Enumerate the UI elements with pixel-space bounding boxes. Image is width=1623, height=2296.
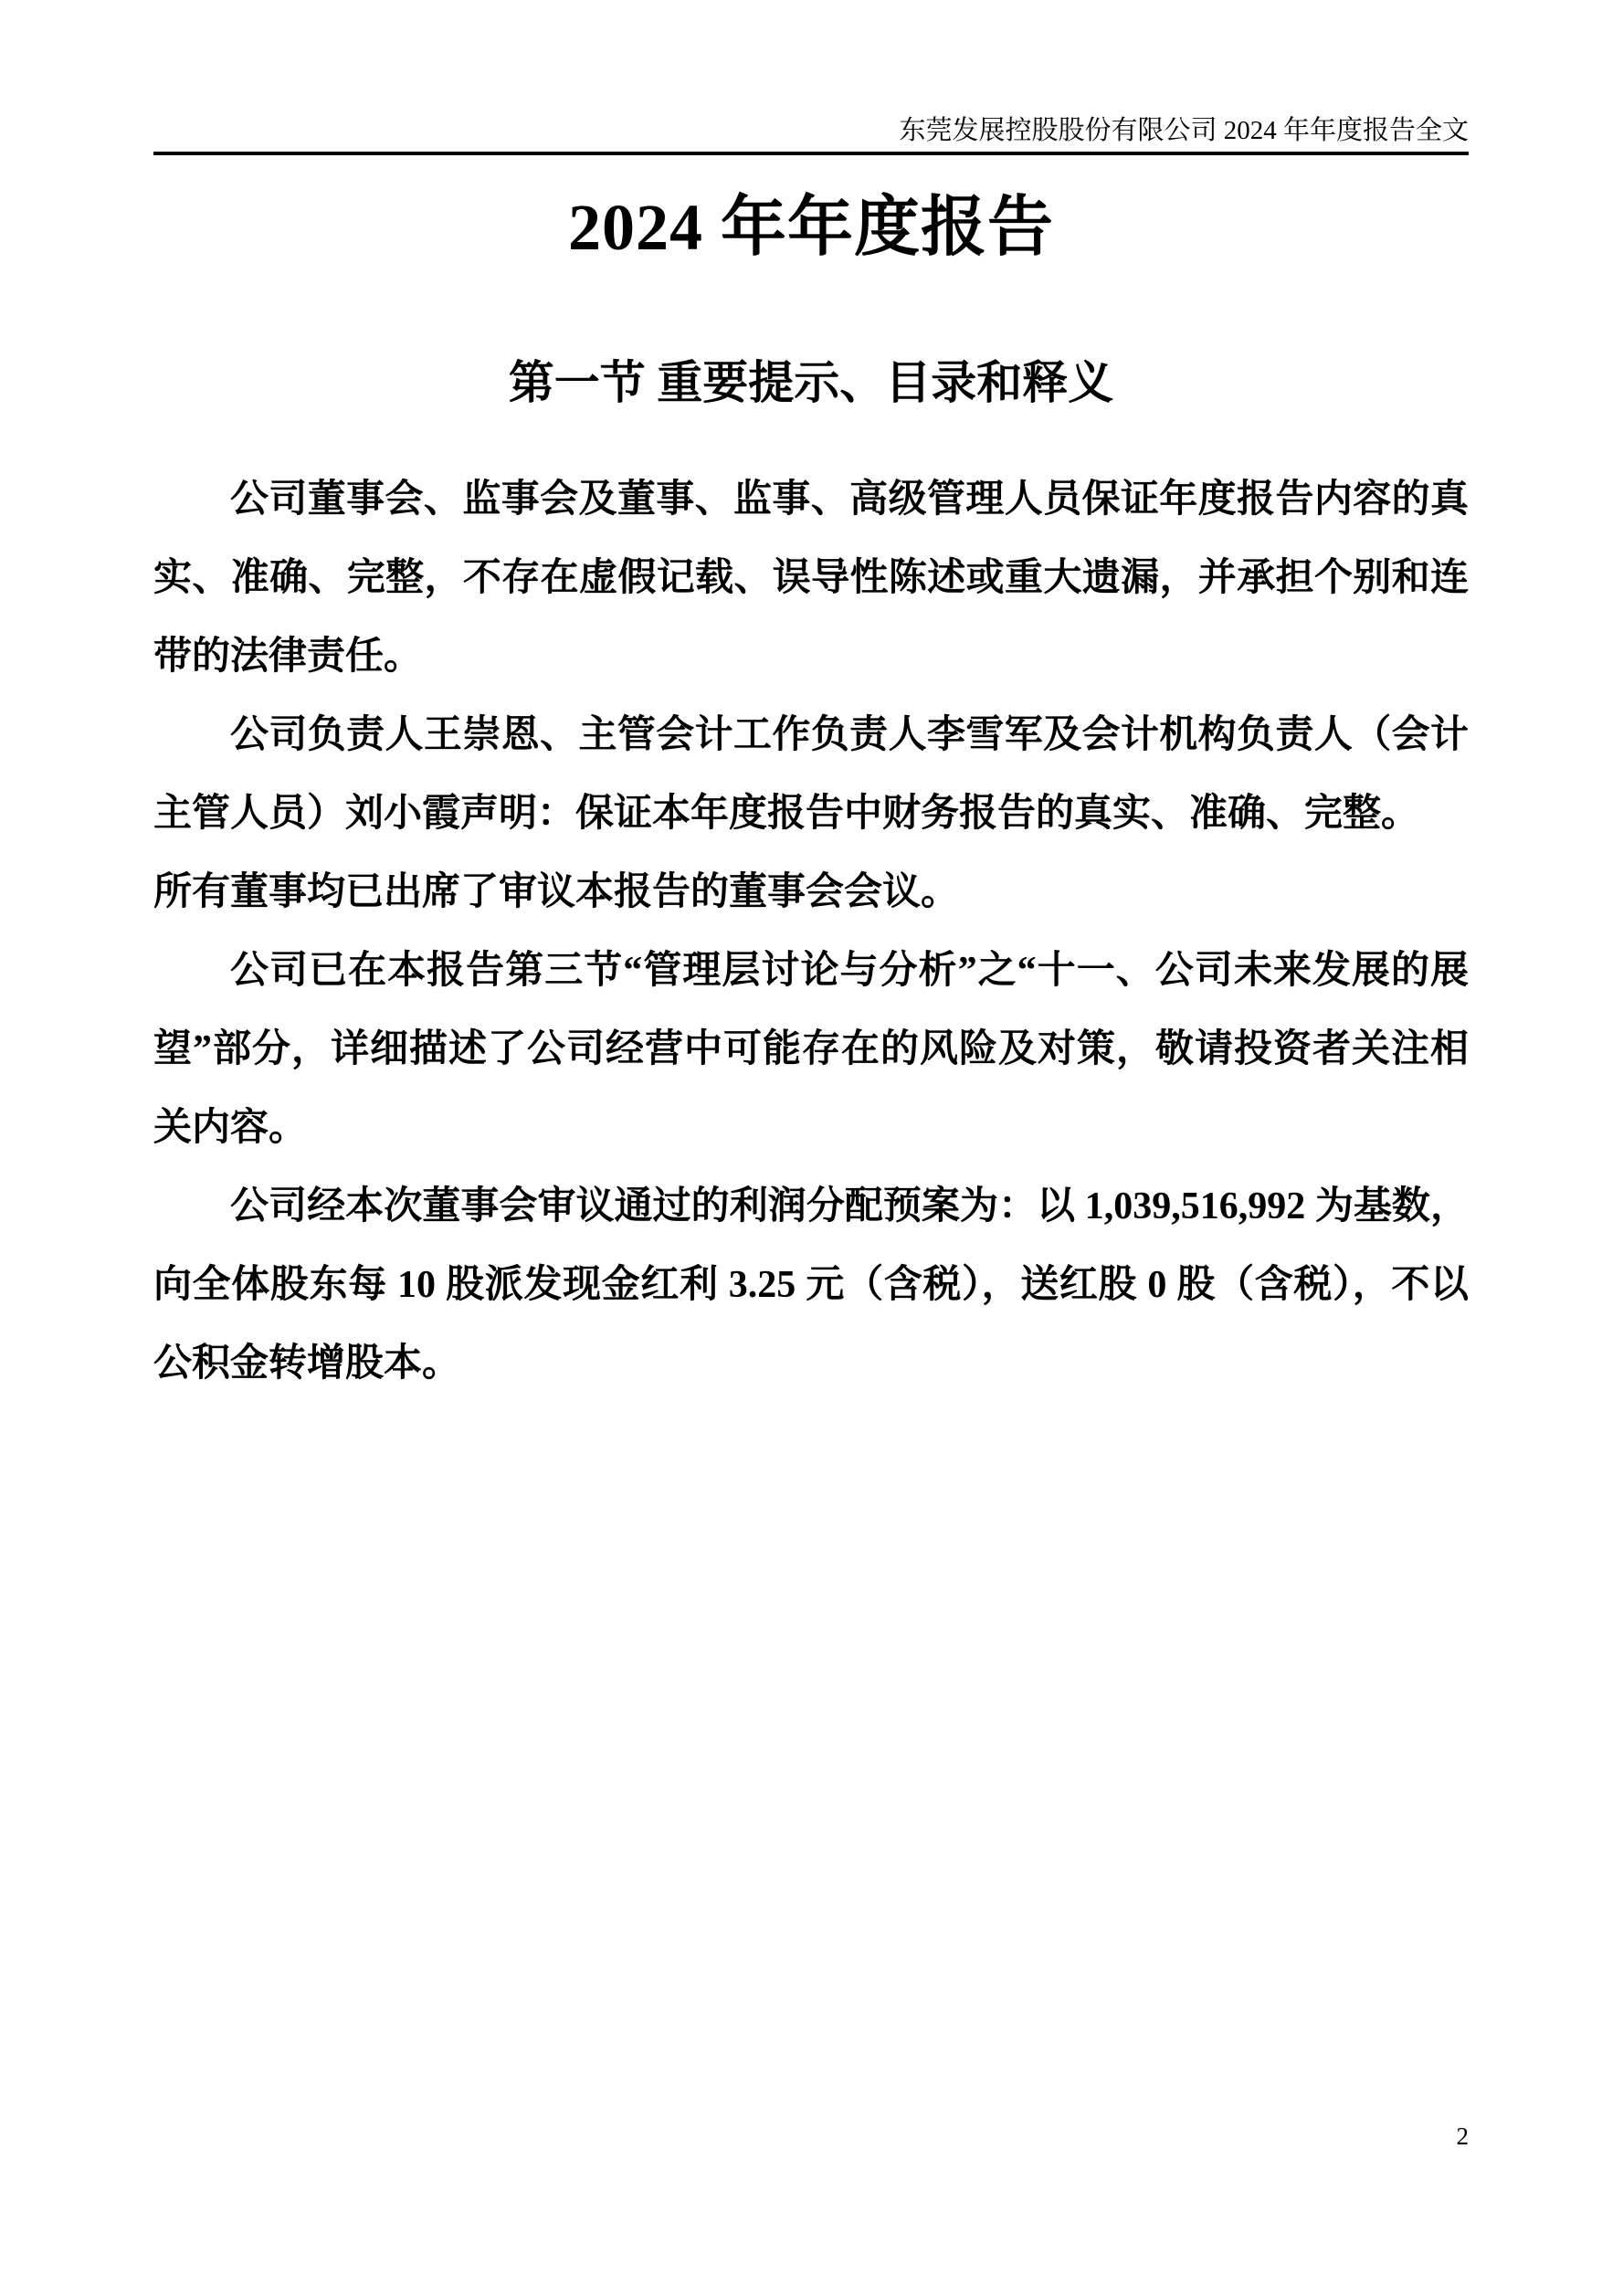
running-header-text: 东莞发展控股股份有限公司 2024 年年度报告全文 <box>899 116 1469 145</box>
body-paragraphs <box>153 460 1469 1403</box>
report-title: 2024 年年度报告 <box>567 191 1054 264</box>
paragraph: 公司负责人王崇恩、主管会计工作负责人李雪军及会计机构负责人（会计主管人员）刘小霞声明：保证本年度报告中财务报告的真实、准确、完整。 <box>153 714 1469 835</box>
running-header <box>153 0 1469 155</box>
page-number: 2 <box>1456 2122 1469 2150</box>
paragraph: 公司董事会、监事会及董事、监事、高级管理人员保证年度报告内容的真实、准确、完整，不存在虚假记载、误导性陈述或重大遗漏，并承担个别和连带的法律责任。 <box>153 479 1469 678</box>
paragraph: 公司经本次董事会审议通过的利润分配预案为：以 1,039,516,992 为基数，向全体股东每 10 股派发现金红利 3.25 元（含税），送红股 0 股（含税），不以公积金转增股本。 <box>153 1185 1469 1385</box>
paragraph: 公司已在本报告第三节“管理层讨论与分析”之“十一、公司未来发展的展望”部分，详细描述了公司经营中可能存在的风险及对策，敬请投资者关注相关内容。 <box>153 950 1469 1149</box>
paragraph: 所有董事均已出席了审议本报告的董事会会议。 <box>153 871 960 913</box>
section-heading: 第一节 重要提示、目录和释义 <box>508 357 1114 408</box>
